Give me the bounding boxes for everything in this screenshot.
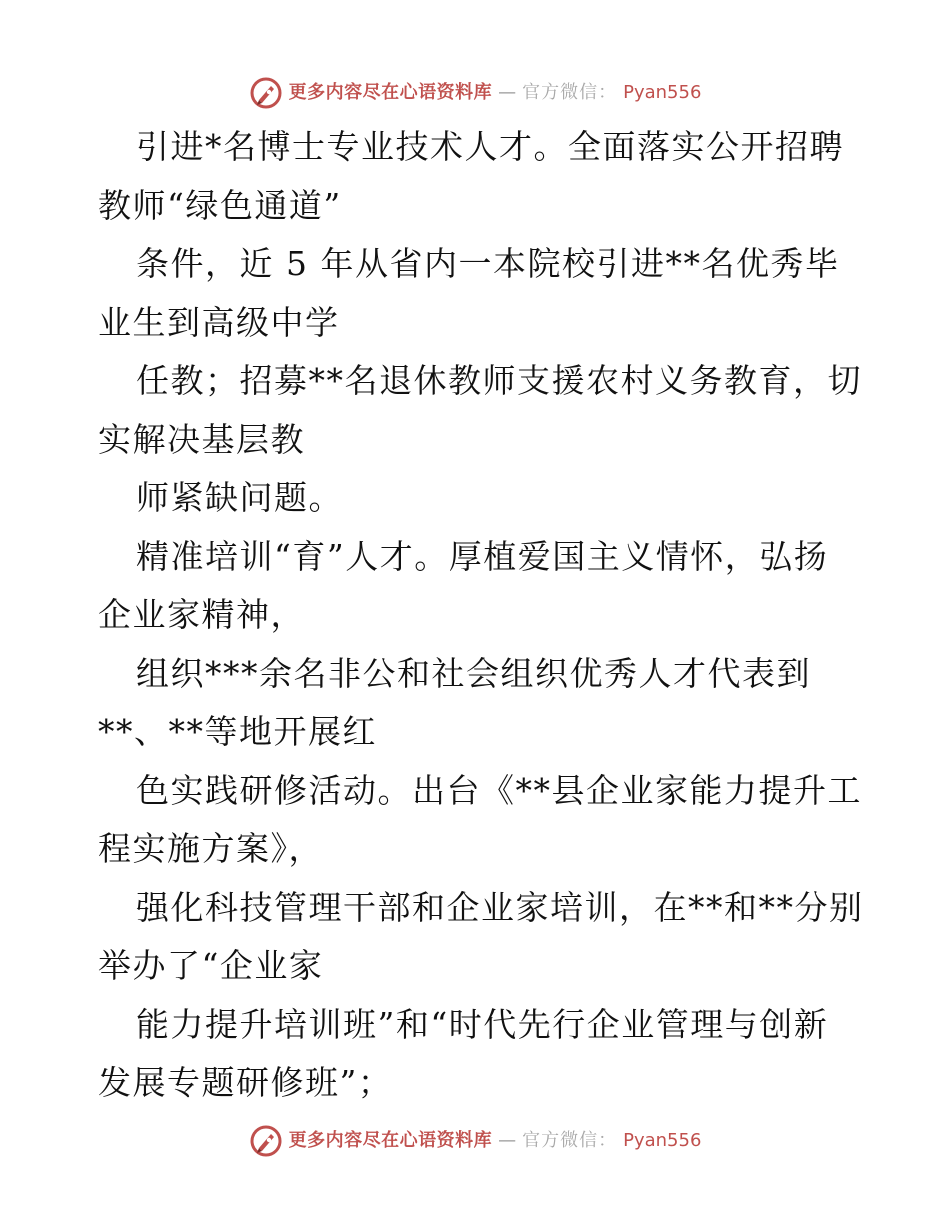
document-body — [98, 118, 888, 1113]
pen-logo-icon — [249, 1124, 283, 1158]
pen-logo-icon — [249, 76, 283, 110]
body-line: 举办了“企业家 — [98, 946, 324, 985]
footer-banner-dash: — — [498, 1130, 517, 1151]
body-line: 发展专题研修班”； — [98, 1063, 393, 1102]
body-line: **、**等地开展红 — [98, 712, 377, 751]
header-banner-wechat-id: Pyan556 — [623, 82, 702, 103]
body-line: 色实践研修活动。出台《**县企业家能力提升工 — [136, 770, 862, 810]
header-banner-dash: — — [498, 82, 517, 103]
body-line: 组织***余名非公和社会组织优秀人才代表到 — [136, 653, 811, 693]
body-line: 精准培训“育”人才。厚植爱国主义情怀，弘扬 — [136, 536, 829, 576]
body-line: 师紧缺问题。 — [136, 478, 343, 517]
header-banner — [0, 76, 950, 110]
body-line: 业生到高级中学 — [98, 302, 340, 342]
footer-banner-wechat-id: Pyan556 — [623, 1130, 702, 1151]
body-line: 实解决基层教 — [98, 419, 305, 459]
body-line: 企业家精神， — [98, 595, 305, 634]
body-line: 任教；招募**名退休教师支援农村义务教育，切 — [136, 361, 862, 400]
body-line: 强化科技管理干部和企业家培训，在**和**分别 — [136, 887, 864, 927]
body-line: 程实施方案》， — [98, 829, 323, 868]
body-line: 条件，近 5 年从省内一本院校引进**名优秀毕 — [136, 244, 840, 283]
body-line: 引进*名博士专业技术人才。全面落实公开招聘 — [136, 127, 844, 166]
footer-banner — [0, 1124, 950, 1158]
body-line: 能力提升培训班”和“时代先行企业管理与创新 — [136, 1004, 829, 1044]
footer-banner-official: 官方微信： — [522, 1130, 618, 1151]
header-banner-official: 官方微信： — [522, 82, 618, 103]
header-banner-text: 更多内容尽在心语资料库 — [288, 82, 493, 103]
footer-banner-text: 更多内容尽在心语资料库 — [288, 1130, 493, 1151]
body-line: 教师“绿色通道” — [98, 185, 342, 225]
